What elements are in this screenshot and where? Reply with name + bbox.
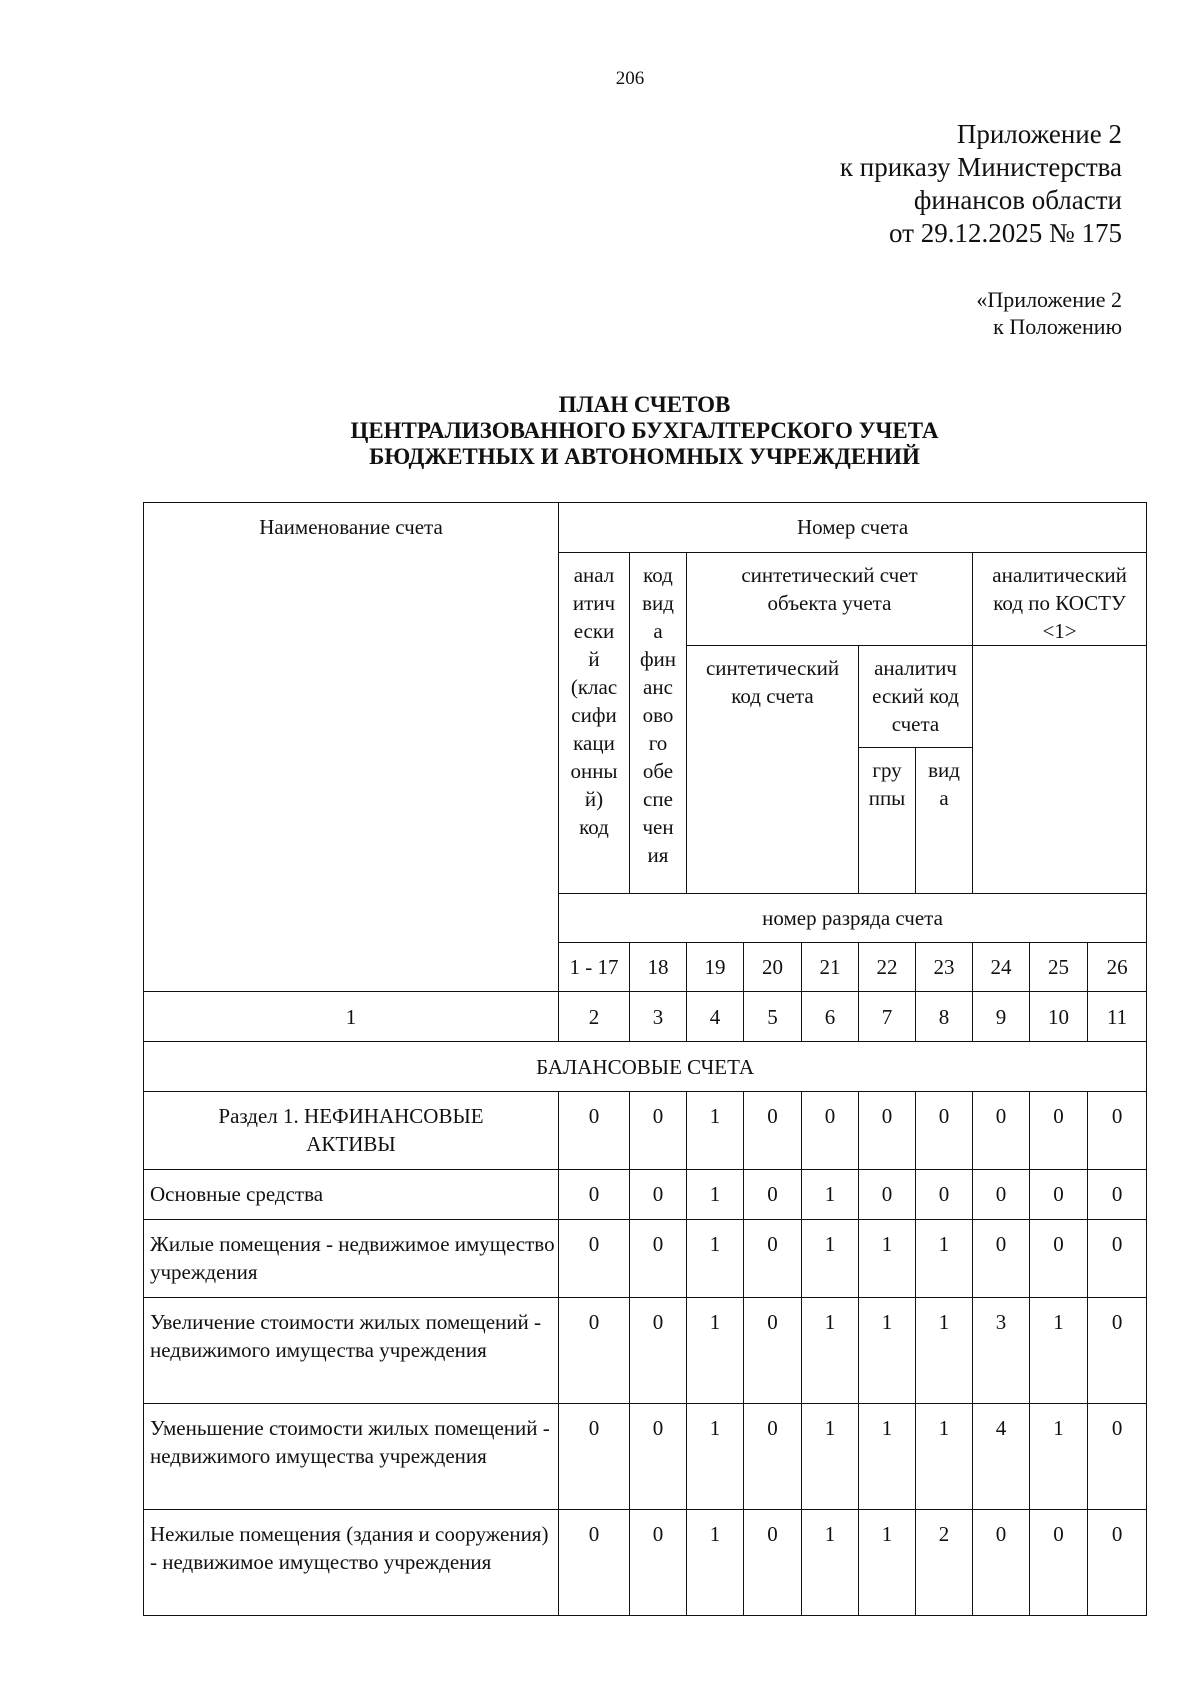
- digit-cell: 19: [687, 943, 744, 992]
- code-cell: 1: [859, 1298, 916, 1404]
- code-cell: 4: [973, 1404, 1030, 1510]
- code-cell: 0: [973, 1510, 1030, 1616]
- code-cell: 0: [802, 1092, 859, 1170]
- code-cell: 1: [802, 1510, 859, 1616]
- code-cell: 1: [859, 1220, 916, 1298]
- document-title: [143, 392, 1146, 470]
- header-financial-support-type: код вид а фин анс ово го обе спе чен ия: [630, 553, 687, 894]
- code-cell: 0: [859, 1170, 916, 1220]
- table-row: [144, 1510, 1147, 1616]
- code-cell: 1: [687, 1510, 744, 1616]
- account-name: Раздел 1. НЕФИНАНСОВЫЕ АКТИВЫ: [144, 1092, 559, 1170]
- code-cell: 3: [973, 1298, 1030, 1404]
- code-cell: 0: [744, 1510, 802, 1616]
- digit-cell: 22: [859, 943, 916, 992]
- appendix-line: к приказу Министерства: [839, 152, 1122, 182]
- code-cell: 0: [559, 1092, 630, 1170]
- column-number: 2: [559, 992, 630, 1042]
- code-cell: 0: [630, 1220, 687, 1298]
- code-cell: 1: [687, 1170, 744, 1220]
- code-cell: 0: [973, 1220, 1030, 1298]
- code-cell: 0: [973, 1170, 1030, 1220]
- digit-cell: 20: [744, 943, 802, 992]
- code-cell: 0: [559, 1170, 630, 1220]
- code-cell: 0: [1088, 1170, 1147, 1220]
- appendix-line: Приложение 2: [956, 119, 1122, 149]
- code-cell: 0: [973, 1092, 1030, 1170]
- header-synthetic-code: синтетический код счета: [687, 646, 859, 894]
- appendix-line: от 29.12.2025 № 175: [889, 218, 1122, 248]
- code-cell: 0: [559, 1220, 630, 1298]
- account-name: Уменьшение стоимости жилых помещений - недвижимого имущества учреждения: [144, 1404, 559, 1510]
- table-row: [144, 1404, 1147, 1510]
- column-number: 4: [687, 992, 744, 1042]
- column-number: 11: [1088, 992, 1147, 1042]
- page-number: 206: [615, 68, 645, 89]
- code-cell: 1: [802, 1298, 859, 1404]
- column-number: 7: [859, 992, 916, 1042]
- code-cell: 1: [1030, 1404, 1088, 1510]
- code-cell: 0: [744, 1092, 802, 1170]
- code-cell: 0: [630, 1298, 687, 1404]
- column-number: 9: [973, 992, 1030, 1042]
- header-analytic-kosgu-code: аналитический код по КОСТУ <1>: [973, 553, 1147, 646]
- column-number: 5: [744, 992, 802, 1042]
- digit-cell: 1 - 17: [559, 943, 630, 992]
- code-cell: 0: [630, 1170, 687, 1220]
- code-cell: 1: [802, 1170, 859, 1220]
- code-cell: 1: [1030, 1298, 1088, 1404]
- code-cell: 0: [1030, 1170, 1088, 1220]
- code-cell: 0: [744, 1404, 802, 1510]
- header-kind: вид а: [916, 748, 973, 894]
- table-row: [144, 1220, 1147, 1298]
- digit-cell: 26: [1088, 943, 1147, 992]
- title-line: ПЛАН СЧЕТОВ: [558, 392, 731, 417]
- code-cell: 0: [859, 1092, 916, 1170]
- code-cell: 0: [744, 1298, 802, 1404]
- column-number: 1: [144, 992, 559, 1042]
- code-cell: 0: [1088, 1404, 1147, 1510]
- code-cell: 0: [916, 1170, 973, 1220]
- column-number: 8: [916, 992, 973, 1042]
- table-row: [144, 1170, 1147, 1220]
- code-cell: 0: [1030, 1510, 1088, 1616]
- code-cell: 0: [630, 1092, 687, 1170]
- table-row: [144, 1298, 1147, 1404]
- digit-cell: 21: [802, 943, 859, 992]
- appendix-ref-line: к Положению: [993, 314, 1122, 339]
- code-cell: 0: [559, 1510, 630, 1616]
- digit-cell: 23: [916, 943, 973, 992]
- code-cell: 1: [859, 1510, 916, 1616]
- table-row: [144, 1092, 1147, 1170]
- code-cell: 1: [687, 1092, 744, 1170]
- title-line: БЮДЖЕТНЫХ И АВТОНОМНЫХ УЧРЕЖДЕНИЙ: [369, 444, 920, 469]
- column-number: 6: [802, 992, 859, 1042]
- code-cell: 1: [916, 1298, 973, 1404]
- account-name: Нежилые помещения (здания и сооружения) - недвижимое имущество учреждения: [144, 1510, 559, 1616]
- column-number: 10: [1030, 992, 1088, 1042]
- code-cell: 0: [1088, 1510, 1147, 1616]
- code-cell: 1: [802, 1220, 859, 1298]
- code-cell: 2: [916, 1510, 973, 1616]
- appendix-line: финансов области: [913, 185, 1122, 215]
- code-cell: 0: [630, 1404, 687, 1510]
- code-cell: 0: [744, 1170, 802, 1220]
- code-cell: 0: [1030, 1092, 1088, 1170]
- code-cell: 0: [1088, 1298, 1147, 1404]
- code-cell: 0: [630, 1510, 687, 1616]
- appendix-ref-block: [976, 286, 1122, 340]
- digit-cell: 24: [973, 943, 1030, 992]
- code-cell: 0: [1088, 1220, 1147, 1298]
- header-analytic-code: аналитич еский код счета: [859, 646, 973, 748]
- account-name: Увеличение стоимости жилых помещений - недвижимого имущества учреждения: [144, 1298, 559, 1404]
- code-cell: 1: [802, 1404, 859, 1510]
- accounts-table: [143, 502, 1147, 1616]
- header-analytic-class-code: анал итич ески й (клас сифи каци онны й) код: [559, 553, 630, 894]
- code-cell: 1: [859, 1404, 916, 1510]
- code-cell: 1: [916, 1404, 973, 1510]
- code-cell: 1: [687, 1298, 744, 1404]
- code-cell: 0: [1088, 1092, 1147, 1170]
- header-synthetic-object-account: синтетический счет объекта учета: [687, 553, 973, 646]
- header-digit-number: номер разряда счета: [559, 894, 1147, 943]
- appendix-ref-line: «Приложение 2: [976, 287, 1122, 312]
- code-cell: 1: [687, 1220, 744, 1298]
- digit-cell: 25: [1030, 943, 1088, 992]
- digit-cell: 18: [630, 943, 687, 992]
- code-cell: 0: [559, 1404, 630, 1510]
- header-account-name: Наименование счета: [144, 503, 559, 992]
- code-cell: 0: [916, 1092, 973, 1170]
- code-cell: 1: [687, 1404, 744, 1510]
- title-line: ЦЕНТРАЛИЗОВАННОГО БУХГАЛТЕРСКОГО УЧЕТА: [350, 418, 939, 443]
- header-account-number: Номер счета: [559, 503, 1147, 553]
- code-cell: 0: [744, 1220, 802, 1298]
- header-empty-cell: [973, 646, 1147, 894]
- account-name: Жилые помещения - недвижимое имущество учреждения: [144, 1220, 559, 1298]
- account-name: Основные средства: [144, 1170, 559, 1220]
- section-title: БАЛАНСОВЫЕ СЧЕТА: [144, 1042, 1147, 1092]
- column-number: 3: [630, 992, 687, 1042]
- header-group: гру ппы: [859, 748, 916, 894]
- code-cell: 0: [559, 1298, 630, 1404]
- code-cell: 0: [1030, 1220, 1088, 1298]
- code-cell: 1: [916, 1220, 973, 1298]
- appendix-block: [840, 118, 1122, 250]
